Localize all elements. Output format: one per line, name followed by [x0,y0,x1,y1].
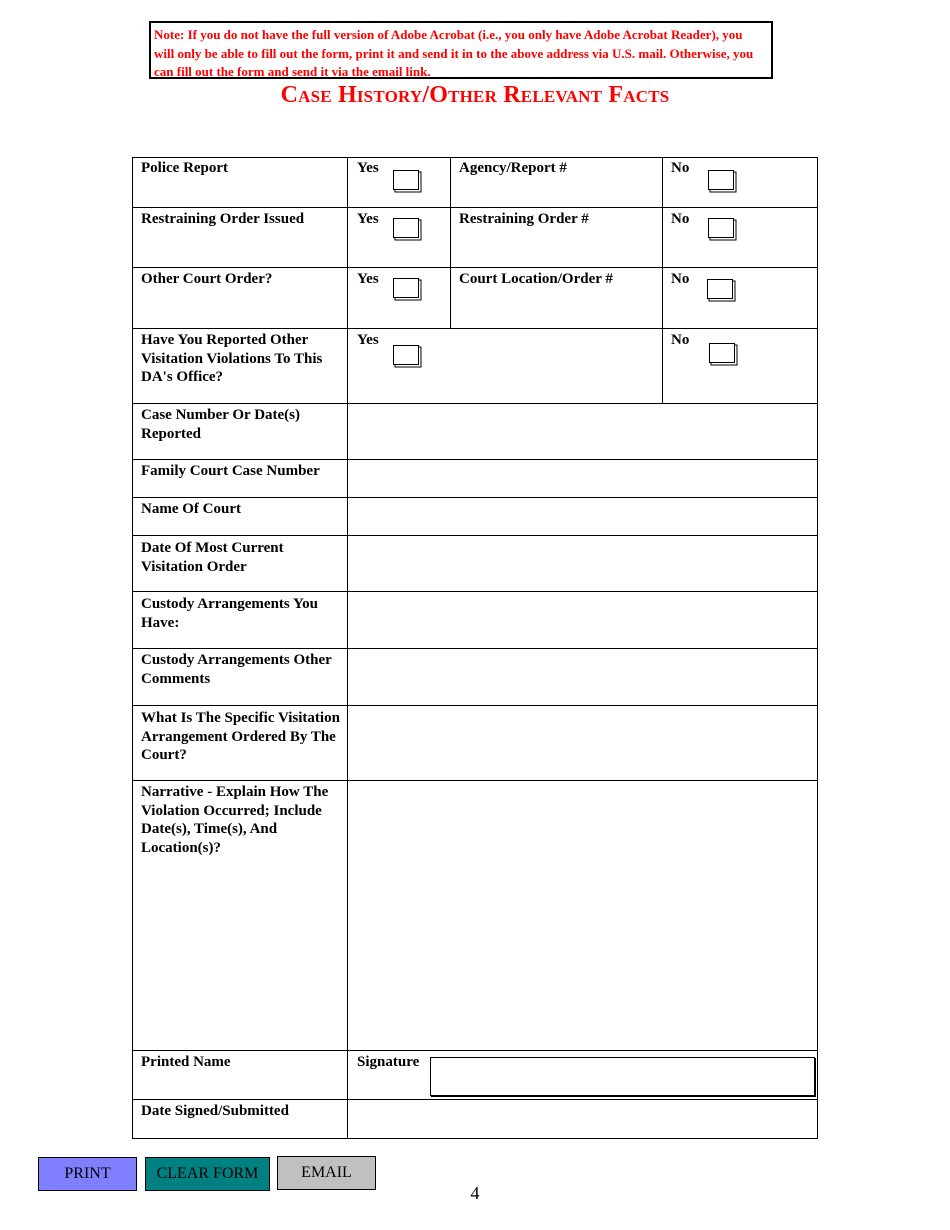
police-report-no-label: No [671,160,690,176]
case-number-input[interactable] [350,406,815,457]
reported-other-no-checkbox[interactable] [709,343,735,363]
agency-report-number-label: Agency/Report # [459,160,567,176]
court-location-order-input[interactable] [452,292,660,325]
name-of-court-input[interactable] [350,500,815,533]
police-report-yes-checkbox[interactable] [393,170,419,190]
row-divider [132,591,818,592]
reported-other-no-label: No [671,332,690,348]
visitation-order-date-input[interactable] [350,538,815,589]
police-report-yes-label: Yes [357,160,379,176]
row-divider [132,459,818,460]
police-report-no-checkbox[interactable] [708,170,734,190]
date-signed-label: Date Signed/Submitted [141,1103,289,1119]
row-divider [132,705,818,706]
row-divider [132,328,818,329]
police-report-label: Police Report [141,160,229,176]
printed-name-label: Printed Name [141,1054,231,1070]
page-number: 4 [470,1183,480,1203]
case-number-label: Case Number Or Date(s) Reported [141,407,301,442]
other-court-order-no-checkbox[interactable] [707,279,733,299]
restraining-order-number-label: Restraining Order # [459,211,589,227]
agency-report-number-input[interactable] [452,180,660,205]
family-court-case-input[interactable] [350,462,815,495]
visitation-order-date-label: Date Of Most Current Visitation Order [141,540,284,575]
column-divider [450,157,451,329]
specific-arrangement-label: What Is The Specific Visitation Arrangement Ordered By The Court? [141,710,340,763]
custody-arrangements-input[interactable] [350,594,815,646]
column-divider [662,157,663,404]
narrative-label: Narrative - Explain How The Violation Occurred; Include Date(s), Time(s), And Location(s)? [141,784,329,856]
restraining-order-no-checkbox[interactable] [708,218,734,238]
row-divider [132,207,818,208]
signature-field[interactable] [430,1057,815,1096]
page-title: Case History/Other Relevant Facts [280,82,670,108]
family-court-case-label: Family Court Case Number [141,463,320,479]
other-court-order-no-label: No [671,271,690,287]
row-divider [132,535,818,536]
reported-other-label: Have You Reported Other Visitation Violations To This DA's Office? [141,332,323,385]
specific-arrangement-input[interactable] [350,708,815,778]
restraining-order-label: Restraining Order Issued [141,211,305,227]
date-signed-input[interactable] [350,1102,815,1135]
other-court-order-yes-checkbox[interactable] [393,278,419,298]
row-divider [132,497,818,498]
custody-comments-label: Custody Arrangements Other Comments [141,652,332,687]
restraining-order-yes-checkbox[interactable] [393,218,419,238]
reported-other-yes-checkbox[interactable] [393,345,419,365]
signature-label: Signature [357,1054,420,1070]
row-divider [132,1099,818,1100]
restraining-order-yes-label: Yes [357,211,379,227]
clear-form-button[interactable]: CLEAR FORM [145,1157,270,1191]
court-location-order-label: Court Location/Order # [459,271,613,287]
column-divider [347,157,348,1139]
row-divider [132,267,818,268]
custody-comments-input[interactable] [350,651,815,703]
other-court-order-label: Other Court Order? [141,271,273,287]
name-of-court-label: Name Of Court [141,501,241,517]
email-button[interactable]: EMAIL [277,1156,376,1190]
custody-arrangements-label: Custody Arrangements You Have: [141,596,318,631]
row-divider [132,1050,818,1051]
other-court-order-yes-label: Yes [357,271,379,287]
narrative-textarea[interactable] [350,783,815,1048]
reported-other-yes-label: Yes [357,332,379,348]
row-divider [132,403,818,404]
print-button[interactable]: PRINT [38,1157,137,1191]
restraining-order-number-input[interactable] [452,232,660,264]
row-divider [132,648,818,649]
row-divider [132,780,818,781]
instruction-note: Note: If you do not have the full version of Adobe Acrobat (i.e., you only have Adobe Acrobat Reader), you will only be able to fill out the form, print it and send it in to the above address via U.S. mail. Otherwise, you can fill out the form and send it via the email link. [149,21,773,79]
restraining-order-no-label: No [671,211,690,227]
